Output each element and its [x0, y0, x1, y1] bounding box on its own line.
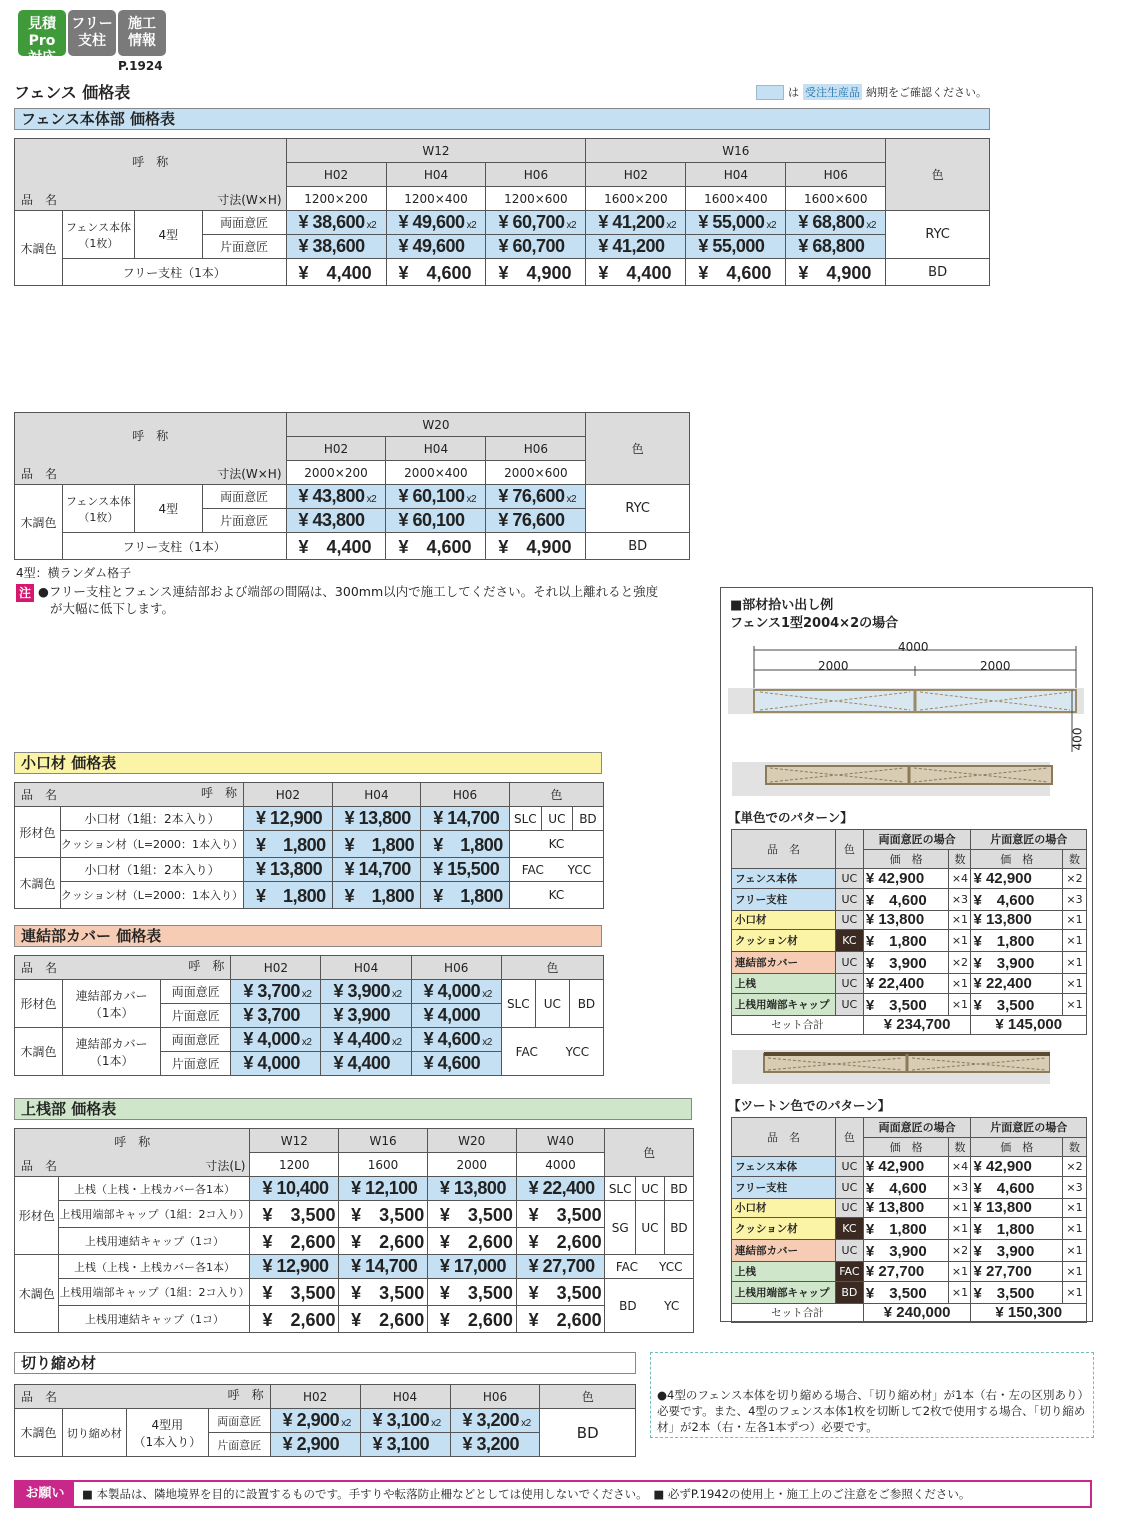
ryo-price: ¥ 22,400 [863, 974, 949, 994]
ryo-qty: ×1 [949, 1262, 971, 1282]
dim-h: 400 [1070, 727, 1085, 751]
kata-price: ¥ 3,500 [971, 993, 1063, 1015]
item-color: UC [835, 888, 863, 910]
pattern-row [732, 930, 1087, 952]
page-title: フェンス 価格表 [14, 83, 131, 102]
request-text: ■ 本製品は、隣地境界を目的に設置するものです。手すりや転落防止柵などとしては使用しないでください。 ■ 必ずP.1942の使用上・施工上のご注意をご参照ください。 [82, 1487, 971, 1501]
fence-table-1: 呼 称 品 名 寸法(W×H) W12 W16 色 H02 H04 H06 H02 H04 H06 1200×200 1200×400 1200×600 1600×200 1600×400 1600×600 木調色 フェンス本体 （1枚） 4型 両面意匠 ¥ 38,600 x2 ¥ 49,600 x2 ¥ 60,700 x2 ¥ 41,200 x2 ¥ 55,000 x2 ¥ 68,800 x2 RYC 片面意匠 ¥ 38,600 ¥ 49,600 ¥ 60,700 ¥ 41,200 ¥ 55,000 ¥ 68,800 フリー支柱（1本） ¥ 4,400 ¥ 4,600 ¥ 4,900 ¥ 4,400 ¥ 4,600 ¥ 4,900 BD [14, 138, 990, 286]
pattern-row [732, 974, 1087, 994]
item-name: 上桟用端部キャップ [732, 1281, 836, 1303]
item-name: 小口材 [732, 1198, 836, 1218]
item-name: 上桟 [732, 974, 836, 994]
ryo-price: ¥ 13,800 [863, 910, 949, 930]
item-name: 上桟 [732, 1262, 836, 1282]
badge-mitsumori: 見積Pro 対応 [18, 10, 66, 56]
kata-qty: ×1 [1063, 974, 1087, 994]
item-color: UC [835, 952, 863, 974]
fence-section-title: フェンス本体部 価格表 [14, 108, 990, 130]
ryo-qty: ×2 [949, 1240, 971, 1262]
kata-price: ¥ 4,600 [971, 888, 1063, 910]
kata-price: ¥ 3,900 [971, 1240, 1063, 1262]
renketsu-table: 品 名 呼 称 H02 H04 H06 色 形材色 連結部カバー （1本） 両面意匠 ¥ 3,700 x2 ¥ 3,900 x2 ¥ 4,000 x2 SLC UC BD 片面意匠 ¥ 3,700 ¥ 3,900 ¥ 4,000 木調色 連結部カバー （1本） 両面意匠 ¥ 4,000 x2 ¥ 4,400 x2 ¥ 4,600 x2 FAC YCC 片面意匠 ¥ 4,000 ¥ 4,400 ¥ 4,600 [14, 955, 604, 1076]
total-label: セット合計 [732, 1303, 864, 1323]
kata-qty: ×1 [1063, 1281, 1087, 1303]
kiri-note: ●4型のフェンス本体を切り縮める場合、「切り縮め材」が1本（右・左の区別あり）必要です。また、4型のフェンス本体1枚を切断して2枚で使用する場合、「切り縮め材」が2本（右・左各1本ずつ）必要です。 [657, 1388, 1089, 1434]
twotone-pattern-table: 品 名 色 両面意匠の場合 片面意匠の場合 価 格 数 価 格 数 フェンス本体 UC ¥ 42,900 ×4 ¥ 42,900 ×2 フリー支柱 UC ¥ 4,600 ×3 ¥ 4,600 ×3 小口材 UC ¥ 13,800 ×1 ¥ 13,800 ×1 クッション材 KC ¥ 1,800 ×1 ¥ 1,800 ×1 連結部カバー UC ¥ 3,900 ×2 ¥ 3,900 ×1 上桟 FAC ¥ 27,700 ×1 ¥ 27,700 ×1 上桟用端部キャップ BD ¥ 3,500 ×1 ¥ 3,500 ×1 セット合計 ¥ 240,000 ¥ 150,300 [731, 1117, 1087, 1323]
pattern-row [732, 1240, 1087, 1262]
pattern-row [732, 1262, 1087, 1282]
ryo-qty: ×3 [949, 1176, 971, 1198]
ryo-price: ¥ 4,600 [863, 888, 949, 910]
kata-price: ¥ 42,900 [971, 869, 1063, 889]
kata-price: ¥ 4,600 [971, 1176, 1063, 1198]
ryo-price: ¥ 4,600 [863, 1176, 949, 1198]
item-name: 連結部カバー [732, 1240, 836, 1262]
kata-qty: ×2 [1063, 869, 1087, 889]
total-ryo: ¥ 234,700 [863, 1015, 971, 1035]
pattern-total-row [732, 1015, 1087, 1035]
request-label: お願い [16, 1482, 74, 1506]
item-name: 上桟用端部キャップ [732, 993, 836, 1015]
ryo-price: ¥ 1,800 [863, 1218, 949, 1240]
item-name: クッション材 [732, 1218, 836, 1240]
kata-price: ¥ 1,800 [971, 1218, 1063, 1240]
koguchi-table: 品 名 呼 称 H02 H04 H06 色 形材色 小口材（1組：2本入り） ¥ 12,900 ¥ 13,800 ¥ 14,700 SLC UC BD クッション材（L=2000：1本入り） ¥ 1,800 ¥ 1,800 ¥ 1,800 KC 木調色 小口材（1組：2本入り） ¥ 13,800 ¥ 14,700 ¥ 15,500 FAC YCC クッション材（L=2000：1本入り） ¥ 1,800 ¥ 1,800 ¥ 1,800 KC [14, 782, 604, 909]
ryo-price: ¥ 42,900 [863, 869, 949, 889]
ryo-price: ¥ 3,500 [863, 993, 949, 1015]
dim-a: 2000 [818, 659, 849, 673]
total-ryo: ¥ 240,000 [863, 1303, 971, 1323]
kiri-section-title: 切り縮め材 [14, 1352, 636, 1374]
example-title: ■部材拾い出し例 [730, 598, 834, 613]
fence-note-line2: が大幅に低下します。 [50, 601, 175, 616]
pattern-row [732, 1198, 1087, 1218]
pattern-row [732, 910, 1087, 930]
pattern-row [732, 869, 1087, 889]
kata-price: ¥ 3,900 [971, 952, 1063, 974]
ryo-price: ¥ 3,900 [863, 952, 949, 974]
fence-note-line1: ●フリー支柱とフェンス連結部および端部の間隔は、300mm以内で施工してください。それ以上離れると強度 [38, 584, 659, 599]
item-color: UC [835, 974, 863, 994]
badge-construction: 施工 情報 [118, 10, 166, 56]
ryo-qty: ×1 [949, 930, 971, 952]
badge-page-ref: P.1924 [118, 59, 163, 73]
kata-qty: ×1 [1063, 993, 1087, 1015]
item-color: UC [835, 993, 863, 1015]
ryo-qty: ×1 [949, 1198, 971, 1218]
uwasan-table: 呼 称 品 名 寸法(L) W12 W16 W20 W40 色 1200 1600 2000 4000 形材色 上桟（上桟・上桟カバー各1本） ¥ 10,400 ¥ 12,100 ¥ 13,800 ¥ 22,400 SLC UC BD 上桟用端部キャップ（1組：2コ入り） ¥ 3,500 ¥ 3,500 ¥ 3,500 ¥ 3,500 SG UC BD 上桟用連結キャップ（1コ） ¥ 2,600 ¥ 2,600 ¥ 2,600 ¥ 2,600 木調色 上桟（上桟・上桟カバー各1本） ¥ 12,900 ¥ 14,700 ¥ 17,000 ¥ 27,700 FAC YCC 上桟用端部キャップ（1組：2コ入り） ¥ 3,500 ¥ 3,500 ¥ 3,500 ¥ 3,500 BD YC 上桟用連結キャップ（1コ） ¥ 2,600 ¥ 2,600 ¥ 2,600 ¥ 2,600 [14, 1128, 694, 1333]
total-label: セット合計 [732, 1015, 864, 1035]
kata-price: ¥ 1,800 [971, 930, 1063, 952]
ryo-price: ¥ 27,700 [863, 1262, 949, 1282]
kiri-note-box [650, 1352, 1094, 1438]
ryo-qty: ×1 [949, 974, 971, 994]
item-color: UC [835, 1176, 863, 1198]
ryo-price: ¥ 3,500 [863, 1281, 949, 1303]
item-color: UC [835, 1157, 863, 1177]
ryo-price: ¥ 3,900 [863, 1240, 949, 1262]
ryo-price: ¥ 42,900 [863, 1157, 949, 1177]
request-bar [14, 1480, 1092, 1508]
kata-qty: ×1 [1063, 1218, 1087, 1240]
ryo-qty: ×1 [949, 1281, 971, 1303]
fence-table-2: 呼 称 品 名 寸法(W×H) W20 色 H02 H04 H06 2000×200 2000×400 2000×600 木調色 フェンス本体 （1枚） 4型 両面意匠 ¥ 43,800 x2 ¥ 60,100 x2 ¥ 76,600 x2 RYC 片面意匠 ¥ 43,800 ¥ 60,100 ¥ 76,600 フリー支柱（1本） ¥ 4,400 ¥ 4,600 ¥ 4,900 BD [14, 412, 690, 560]
pattern-total-row [732, 1303, 1087, 1323]
ryo-price: ¥ 13,800 [863, 1198, 949, 1218]
ryo-qty: ×2 [949, 952, 971, 974]
item-name: フリー支柱 [732, 1176, 836, 1198]
dim-b: 2000 [980, 659, 1011, 673]
kata-qty: ×3 [1063, 888, 1087, 910]
dim-total: 4000 [898, 640, 929, 654]
item-color: UC [835, 1198, 863, 1218]
item-color: FAC [835, 1262, 863, 1282]
item-name: クッション材 [732, 930, 836, 952]
item-name: フェンス本体 [732, 869, 836, 889]
item-name: 小口材 [732, 910, 836, 930]
item-name: 連結部カバー [732, 952, 836, 974]
uwasan-section-title: 上桟部 価格表 [14, 1098, 692, 1120]
kata-qty: ×1 [1063, 1240, 1087, 1262]
ryo-qty: ×1 [949, 1218, 971, 1240]
item-name: フェンス本体 [732, 1157, 836, 1177]
renketsu-section-title: 連結部カバー 価格表 [14, 925, 602, 947]
total-kata: ¥ 145,000 [971, 1015, 1087, 1035]
kata-qty: ×1 [1063, 930, 1087, 952]
item-name: フリー支柱 [732, 888, 836, 910]
kata-price: ¥ 13,800 [971, 910, 1063, 930]
pattern-row [732, 993, 1087, 1015]
ryo-qty: ×1 [949, 993, 971, 1015]
pattern-row [732, 1157, 1087, 1177]
item-color: UC [835, 869, 863, 889]
kata-qty: ×1 [1063, 1198, 1087, 1218]
twotone-pattern-label: 【ツートン色でのパターン】 [728, 1098, 891, 1113]
koguchi-section-title: 小口材 価格表 [14, 752, 602, 774]
pattern-row [732, 1281, 1087, 1303]
kata-price: ¥ 27,700 [971, 1262, 1063, 1282]
badge-free-post: フリー 支柱 [68, 10, 116, 56]
kata-qty: ×2 [1063, 1157, 1087, 1177]
item-color: KC [835, 1218, 863, 1240]
kata-qty: ×3 [1063, 1176, 1087, 1198]
ryo-qty: ×4 [949, 1157, 971, 1177]
kata-price: ¥ 42,900 [971, 1157, 1063, 1177]
example-subtitle: フェンス1型2004×2の場合 [730, 616, 899, 631]
single-pattern-table: 品 名 色 両面意匠の場合 片面意匠の場合 価 格 数 価 格 数 フェンス本体 UC ¥ 42,900 ×4 ¥ 42,900 ×2 フリー支柱 UC ¥ 4,600 ×3 ¥ 4,600 ×3 小口材 UC ¥ 13,800 ×1 ¥ 13,800 ×1 クッション材 KC ¥ 1,800 ×1 ¥ 1,800 ×1 連結部カバー UC ¥ 3,900 ×2 ¥ 3,900 ×1 上桟 UC ¥ 22,400 ×1 ¥ 22,400 ×1 上桟用端部キャップ UC ¥ 3,500 ×1 ¥ 3,500 ×1 セット合計 ¥ 234,700 ¥ 145,000 [731, 829, 1087, 1035]
kata-price: ¥ 3,500 [971, 1281, 1063, 1303]
kata-qty: ×1 [1063, 910, 1087, 930]
total-kata: ¥ 150,300 [971, 1303, 1087, 1323]
item-color: KC [835, 930, 863, 952]
ryo-price: ¥ 1,800 [863, 930, 949, 952]
kata-qty: ×1 [1063, 1262, 1087, 1282]
ryo-qty: ×4 [949, 869, 971, 889]
ryo-qty: ×1 [949, 910, 971, 930]
twotone-fence-diagram [730, 1048, 1050, 1086]
pattern-row [732, 1218, 1087, 1240]
legend: は 受注生産品 納期をご確認ください。 [756, 84, 987, 100]
kiri-table: 品 名 呼 称 H02 H04 H06 色 木調色 切り縮め材 4型用 （1本入り） 両面意匠 ¥ 2,900 x2 ¥ 3,100 x2 ¥ 3,200 x2 BD 片面意匠 ¥ 2,900 ¥ 3,100 ¥ 3,200 [14, 1384, 636, 1457]
kata-price: ¥ 13,800 [971, 1198, 1063, 1218]
kata-qty: ×1 [1063, 952, 1087, 974]
pattern-row [732, 1176, 1087, 1198]
ryo-qty: ×3 [949, 888, 971, 910]
fence-footnote: 4型：横ランダム格子 [16, 566, 132, 580]
pattern-row [732, 888, 1087, 910]
caution-mark: 注 [16, 584, 34, 602]
item-color: BD [835, 1281, 863, 1303]
kata-price: ¥ 22,400 [971, 974, 1063, 994]
single-pattern-label: 【単色でのパターン】 [728, 810, 853, 825]
fence-diagram [724, 636, 1090, 800]
pattern-row [732, 952, 1087, 974]
item-color: UC [835, 1240, 863, 1262]
item-color: UC [835, 910, 863, 930]
